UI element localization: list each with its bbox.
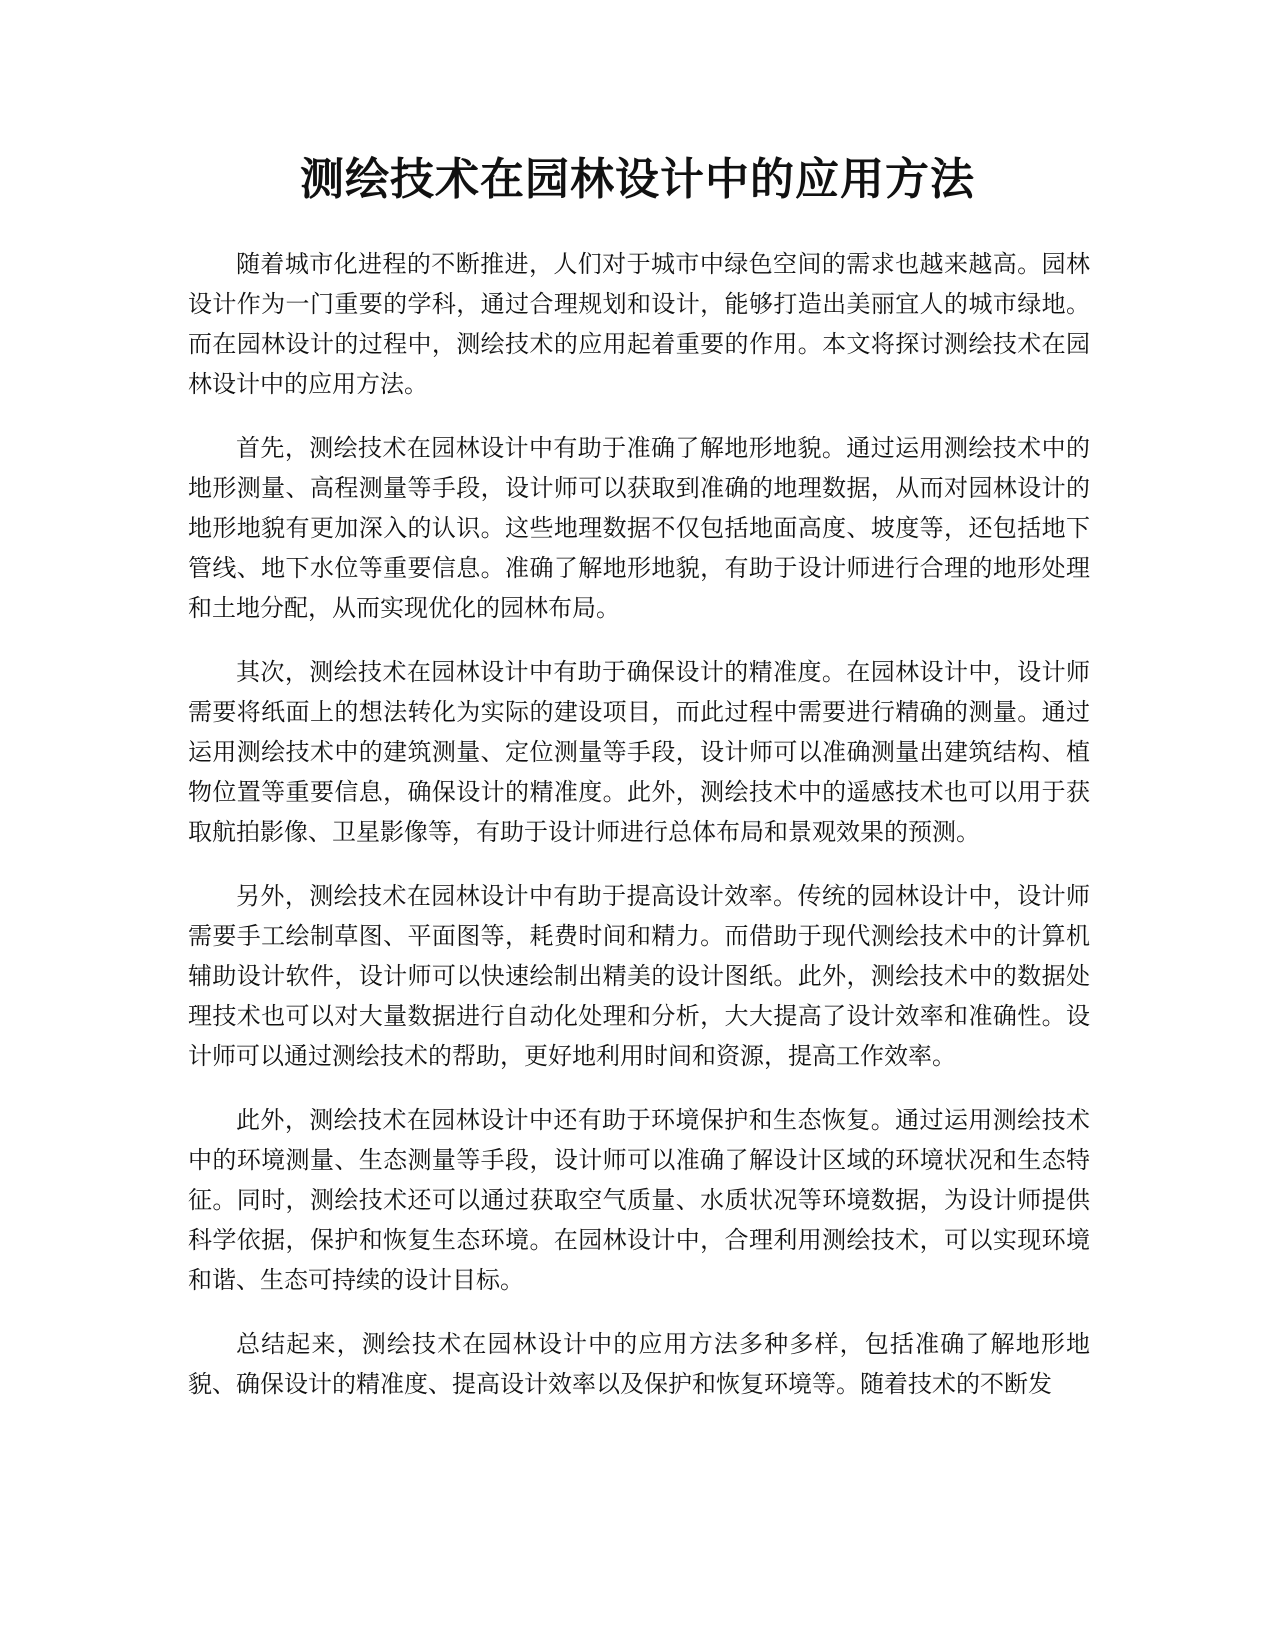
paragraph-environment: 此外，测绘技术在园林设计中还有助于环境保护和生态恢复。通过运用测绘技术中的环境测量、生态测量等手段，设计师可以准确了解设计区域的环境状况和生态特征。同时，测绘技术还可以通过获取空气质量、水质状况等环境数据，为设计师提供科学依据，保护和恢复生态环境。在园林设计中，合理利用测绘技术，可以实现环境和谐、生态可持续的设计目标。 — [188, 1106, 1090, 1294]
document-title: 测绘技术在园林设计中的应用方法 — [300, 154, 975, 205]
document-body — [188, 244, 1090, 1428]
paragraph-precision: 其次，测绘技术在园林设计中有助于确保设计的精准度。在园林设计中，设计师需要将纸面上的想法转化为实际的建设项目，而此过程中需要进行精确的测量。通过运用测绘技术中的建筑测量、定位测量等手段，设计师可以准确测量出建筑结构、植物位置等重要信息，确保设计的精准度。此外，测绘技术中的遥感技术也可以用于获取航拍影像、卫星影像等，有助于设计师进行总体布局和景观效果的预测。 — [188, 658, 1090, 846]
paragraph-intro: 随着城市化进程的不断推进，人们对于城市中绿色空间的需求也越来越高。园林设计作为一门重要的学科，通过合理规划和设计，能够打造出美丽宜人的城市绿地。而在园林设计的过程中，测绘技术的应用起着重要的作用。本文将探讨测绘技术在园林设计中的应用方法。 — [188, 250, 1090, 398]
paragraph-terrain: 首先，测绘技术在园林设计中有助于准确了解地形地貌。通过运用测绘技术中的地形测量、高程测量等手段，设计师可以获取到准确的地理数据，从而对园林设计的地形地貌有更加深入的认识。这些地理数据不仅包括地面高度、坡度等，还包括地下管线、地下水位等重要信息。准确了解地形地貌，有助于设计师进行合理的地形处理和土地分配，从而实现优化的园林布局。 — [188, 434, 1090, 622]
paragraph-summary: 总结起来，测绘技术在园林设计中的应用方法多种多样，包括准确了解地形地貌、确保设计的精准度、提高设计效率以及保护和恢复环境等。随着技术的不断发 — [188, 1330, 1090, 1398]
paragraph-efficiency: 另外，测绘技术在园林设计中有助于提高设计效率。传统的园林设计中，设计师需要手工绘制草图、平面图等，耗费时间和精力。而借助于现代测绘技术中的计算机辅助设计软件，设计师可以快速绘制出精美的设计图纸。此外，测绘技术中的数据处理技术也可以对大量数据进行自动化处理和分析，大大提高了设计效率和准确性。设计师可以通过测绘技术的帮助，更好地利用时间和资源，提高工作效率。 — [188, 882, 1090, 1070]
